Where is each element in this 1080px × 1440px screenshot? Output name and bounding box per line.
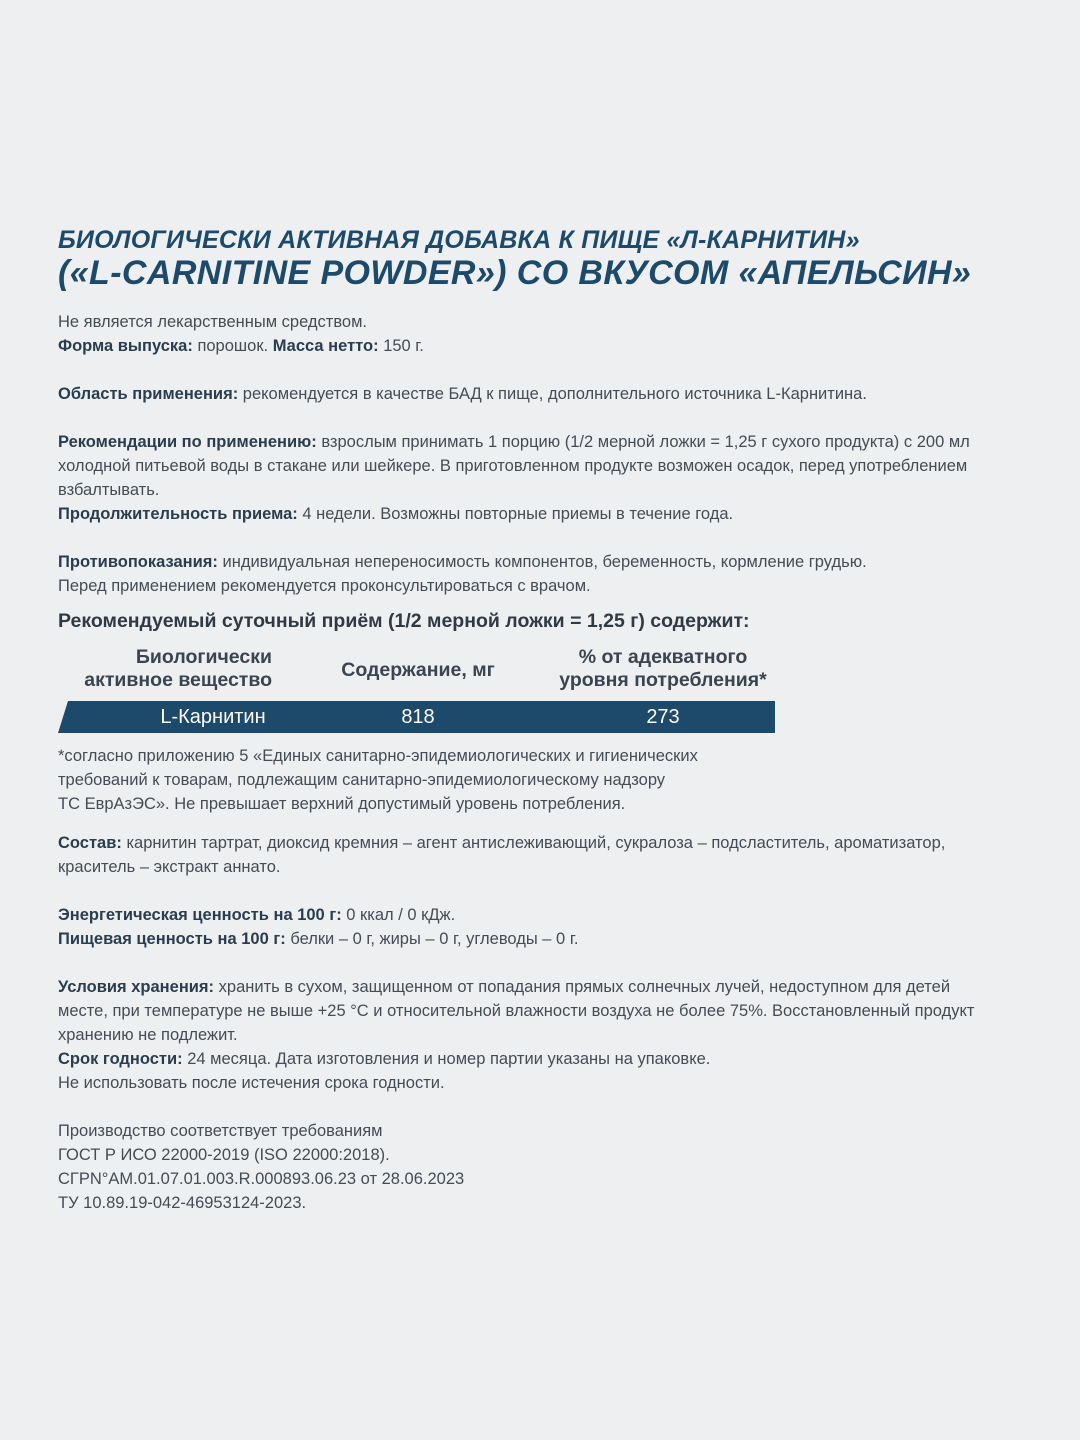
form-value: порошок.	[192, 337, 273, 355]
certification-line-3: СГРN°АМ.01.07.01.003.R.000893.06.23 от 28.06.2023	[58, 1170, 465, 1188]
form-label: Форма выпуска:	[58, 337, 193, 355]
recommendations-value-3: взбалтывать.	[58, 481, 160, 499]
storage-value-2: месте, при температуре не выше +25 °С и относительной влажности воздуха не более 75%. Восстановленный продукт	[58, 1002, 975, 1020]
footnote-line-3: ТС ЕврАзЭС». Не превышает верхний допустимый уровень потребления.	[58, 795, 626, 813]
storage-label: Условия хранения:	[58, 978, 215, 996]
shelf-life-value: 24 месяца. Дата изготовления и номер партии указаны на упаковке.	[182, 1050, 711, 1068]
storage-value-3: хранению не подлежит.	[58, 1026, 238, 1044]
table-header-percent-line-2: уровня потребления*	[559, 669, 767, 691]
shelf-life-note: Не использовать после истечения срока годности.	[58, 1074, 445, 1092]
recommendations-value-1: взрослым принимать 1 порцию (1/2 мерной ложки = 1,25 г сухого продукта) с 200 мл	[316, 433, 970, 451]
mass-label: Масса нетто:	[272, 337, 379, 355]
contraindications-section	[58, 550, 1033, 598]
certification-line-4: ТУ 10.89.19-042-46953124-2023.	[58, 1194, 307, 1212]
area-section	[58, 382, 1033, 406]
energy-label: Энергетическая ценность на 100 г:	[58, 906, 342, 924]
nutrition-value: белки – 0 г, жиры – 0 г, углеводы – 0 г.	[285, 930, 579, 948]
footnote-line-2: требований к товарам, подлежащим санитарно-эпидемиологическому надзору	[58, 771, 666, 789]
area-label: Область применения:	[58, 385, 239, 403]
table-cell-substance: L-Карнитин	[160, 706, 266, 728]
table-header-percent	[548, 646, 778, 692]
energy-value: 0 ккал / 0 кДж.	[341, 906, 456, 924]
table-header-substance-line-1: Биологически	[135, 646, 272, 668]
table-title: Рекомендуемый суточный приём (1/2 мерной ложки = 1,25 г) содержит:	[58, 610, 750, 632]
certification-line-2: ГОСТ Р ИСО 22000-2019 (ISO 22000:2018).	[58, 1146, 390, 1164]
area-value: рекомендуется в качестве БАД к пище, дополнительного источника L-Карнитина.	[238, 385, 867, 403]
table-header-content: Содержание, мг	[341, 659, 495, 681]
certification-section	[58, 1119, 1033, 1215]
consult-doctor-note: Перед применением рекомендуется проконсультироваться с врачом.	[58, 577, 591, 595]
storage-section	[58, 975, 1033, 1095]
table-cell-content: 818	[401, 706, 435, 728]
mass-value: 150 г.	[378, 337, 424, 355]
table-header-substance-line-2: активное вещество	[84, 669, 272, 691]
nutrition-label: Пищевая ценность на 100 г:	[58, 930, 286, 948]
contraindications-value: индивидуальная непереносимость компонентов, беременность, кормление грудью.	[217, 553, 867, 571]
energy-section	[58, 903, 1033, 951]
recommendations-label: Рекомендации по применению:	[58, 433, 317, 451]
duration-label: Продолжительность приема:	[58, 505, 298, 523]
composition-section	[58, 831, 1033, 879]
shelf-life-label: Срок годности:	[58, 1050, 183, 1068]
certification-line-1: Производство соответствует требованиям	[58, 1122, 383, 1140]
recommendations-section	[58, 430, 1033, 526]
composition-value-1: карнитин тартрат, диоксид кремния – агент антислеживающий, сукралоза – подсластитель, ароматизатор,	[121, 834, 946, 852]
form-mass-line	[58, 334, 1033, 358]
not-medicine-text: Не является лекарственным средством.	[58, 313, 368, 331]
product-title-line-1: БИОЛОГИЧЕСКИ АКТИВНАЯ ДОБАВКА К ПИЩЕ «Л-КАРНИТИН»	[58, 226, 860, 254]
duration-value: 4 недели. Возможны повторные приемы в течение года.	[297, 505, 734, 523]
table-header-percent-line-1: % от адекватного	[578, 646, 748, 668]
product-title-line-2: («L-CARNITINE POWDER») СО ВКУСОМ «АПЕЛЬСИН»	[58, 254, 972, 292]
table-header-substance	[58, 646, 272, 692]
contraindications-label: Противопоказания:	[58, 553, 218, 571]
storage-value-1: хранить в сухом, защищенном от попадания прямых солнечных лучей, недоступном для детей	[214, 978, 951, 996]
composition-value-2: краситель – экстракт аннато.	[58, 858, 281, 876]
footnote-line-1: *согласно приложению 5 «Единых санитарно-эпидемиологических и гигиенических	[58, 747, 698, 765]
table-cell-percent: 273	[646, 706, 680, 728]
footnote	[58, 744, 818, 816]
intro-section	[58, 310, 1033, 358]
recommendations-value-2: холодной питьевой воды в стакане или шейкере. В приготовленном продукте возможен осадок, перед употреблением	[58, 457, 968, 475]
composition-label: Состав:	[58, 834, 122, 852]
